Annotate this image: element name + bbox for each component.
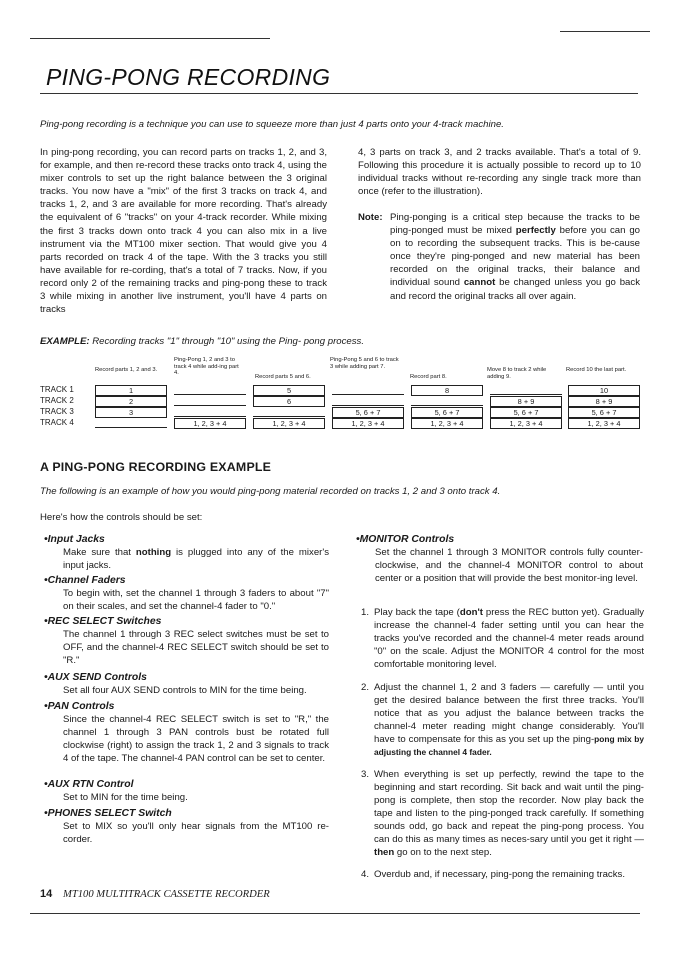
cell-c4-t2-line [332, 405, 404, 406]
cell-c7-t2: 8 + 9 [568, 396, 640, 407]
title-underline [40, 93, 638, 94]
diagram-header-6: Move 8 to track 2 while adding 9. [487, 367, 547, 380]
control-aux-send: •AUX SEND Controls Set all four AUX SEND controls to MIN for the time being. [44, 672, 307, 696]
section-title: A PING-PONG RECORDING EXAMPLE [40, 460, 272, 474]
cell-c5-t3: 5, 6 + 7 [411, 407, 483, 418]
page-footer [40, 888, 270, 900]
right-column [358, 146, 641, 208]
cell-c5-t4: 1, 2, 3 + 4 [411, 418, 483, 429]
intro-paragraph: In ping-pong recording, you can record parts on tracks 1, 2, and 3, for example, and then re-record these tracks onto track 4, using the mixer controls to set up the right balance between the 3 original tracks. You now have a "mix" of the first 3 tracks on track 4, and tracks 1, 2, and 3 are available for more recording. That's already the equivalent of 6 "tracks" on your 4-track recorder. While mixing the first 3 tracks down onto track 4 you can also mix in a live instrument via the MT100 mixer section. That would give you 4 parts recorded on track 4 of the tape. With the 3 tracks you still have available for re-cording, that's a total of 7 tracks. Now, if you record only 2 of the remaining tracks and ping-pong these to track 3 while mixing in another live instrument, you'll have 4 parts on tracks [40, 147, 327, 316]
step-1: 1. Play back the tape (don't press the REC button yet). Gradually increase the channel-4 fader setting until you can hear the tracks you've recorded and the channel-4 meter reads around "0" on the scale. Adjust the MONITOR 4 control for the most comfortable monitoring level. [361, 607, 644, 670]
right-paragraph: 4, 3 parts on track 3, and 2 tracks available. That's a total of 9. Following this procedure it is actually possible to record up to 10 individual tracks without re-recording any single track more than once (refer to the illustration). [358, 147, 641, 198]
cell-c5-t2-line [411, 405, 483, 406]
cell-c7-t3: 5, 6 + 7 [568, 407, 640, 418]
step-4: 4. Overdub and, if necessary, ping-pong the remaining tracks. [361, 869, 625, 880]
top-rule-right [560, 31, 650, 32]
step-2: 2. Adjust the channel 1, 2 and 3 faders — carefully — until you get the desired balance between the first three tracks. You'll notice that as you adjust the balance between tracks the channel-4 meter reading might change considerably. You'll have to compensate for this as you set up the ping-pong mix by adjusting the channel 4 fader. [361, 682, 644, 757]
track-label-2: TRACK 2 [40, 396, 74, 405]
track-label-1: TRACK 1 [40, 385, 74, 394]
cell-c7-t1: 10 [568, 385, 640, 396]
cell-c3-t1: 5 [253, 385, 325, 396]
diagram-header-2: Ping-Pong 1, 2 and 3 to track 4 while add-ing part 4. [174, 357, 239, 377]
control-pan: •PAN Controls Since the channel-4 REC SELECT switch is set to "R," the channel 1 through 3 PAN controls bust be rotated full clockwise (right) to assign the track 1, 2 and 3 signals to track 4 of the tape. The channel-4 PAN control can be set to center. [44, 701, 329, 764]
cell-c1-t2: 2 [95, 396, 167, 407]
control-aux-rtn: •AUX RTN Control Set to MIN for the time being. [44, 779, 188, 803]
cell-c7-t4: 1, 2, 3 + 4 [568, 418, 640, 429]
cell-c6-t3: 5, 6 + 7 [490, 407, 562, 418]
cell-c2-t3-line [174, 416, 246, 417]
bottom-rule [30, 913, 640, 914]
cell-c4-t3: 5, 6 + 7 [332, 407, 404, 418]
section-intro: The following is an example of how you would ping-pong material recorded on tracks 1, 2 and 3 onto track 4. [40, 486, 501, 497]
left-column [40, 146, 327, 326]
diagram-header-5: Record part 8. [410, 374, 447, 380]
controls-lead: Here's how the controls should be set: [40, 512, 203, 523]
cell-c3-t3-line [253, 416, 325, 417]
note-label: Note: [358, 212, 383, 223]
cell-c4-t1-line [332, 394, 404, 395]
ping-pong-diagram [40, 352, 640, 432]
control-input-jacks: •Input Jacks Make sure that nothing is plugged into any of the mixer's input jacks. [44, 534, 329, 571]
cell-c4-t4: 1, 2, 3 + 4 [332, 418, 404, 429]
cell-c1-t3: 3 [95, 407, 167, 418]
footer-title: MT100 MULTITRACK CASSETTE RECORDER [63, 889, 270, 900]
cell-c5-t1: 8 [411, 385, 483, 396]
diagram-header-7: Record 10 the last part. [566, 367, 627, 373]
cell-c2-t2-line [174, 405, 246, 406]
page-subtitle: Ping-pong recording is a technique you can use to squeeze more than just 4 parts onto your 4-track machine. [40, 119, 504, 130]
cell-c2-t1-line [174, 394, 246, 395]
cell-c2-t4: 1, 2, 3 + 4 [174, 418, 246, 429]
cell-c6-t4: 1, 2, 3 + 4 [490, 418, 562, 429]
control-channel-faders: •Channel Faders To begin with, set the channel 1 through 3 faders to about "7" on their scales, and set the channel-4 fader to "0." [44, 575, 329, 612]
control-phones-select: •PHONES SELECT Switch Set to MIX so you'll only hear signals from the MT100 re-corder. [44, 808, 329, 845]
note-text: Ping-ponging is a critical step because the tracks to be ping-ponged must be mixed perfectly before you can go on to recording the subsequent tracks. This is be-cause once they're ping-ponged and new material has been recorded on the original tracks, their balance and individual sound cannot be changed unless you go back and record the original tracks all over again. [390, 212, 640, 302]
diagram-header-4: Ping-Pong 5 and 6 to track 3 while adding part 7. [330, 357, 399, 370]
track-label-3: TRACK 3 [40, 407, 74, 416]
control-rec-select: •REC SELECT Switches The channel 1 through 3 REC select switches must be set to OFF, and the channel-4 REC SELECT switch should be set to "R." [44, 616, 329, 666]
cell-c6-t2: 8 + 9 [490, 396, 562, 407]
cell-c1-t4-line [95, 427, 167, 428]
page-title: PING-PONG RECORDING [46, 64, 331, 90]
diagram-header-3: Record parts 5 and 6. [255, 374, 311, 380]
cell-c6-t1-line [490, 394, 562, 395]
cell-c1-t1: 1 [95, 385, 167, 396]
track-label-4: TRACK 4 [40, 418, 74, 427]
cell-c3-t4: 1, 2, 3 + 4 [253, 418, 325, 429]
top-rule-left [30, 38, 270, 39]
note-block [358, 211, 641, 311]
step-3: 3. When everything is set up perfectly, rewind the tape to the beginning and start recording. Sit back and wait until the ping-pong is complete, then stop the recorder. Now play back the tape and listen to the ping-ponged track carefully. If something sounds odd, go back and repeat the ping-pong process. You can do this as many times as neces-sary until you get it right — then go on to the next step. [361, 769, 644, 858]
control-monitor: •MONITOR Controls Set the channel 1 through 3 MONITOR controls fully counter-clockwise, and the channel-4 MONITOR control to about center or a position that will provide the best monitor-ing level. [356, 534, 643, 584]
page-number: 14 [40, 888, 53, 900]
cell-c3-t2: 6 [253, 396, 325, 407]
example-caption: EXAMPLE: Recording tracks "1" through "10" using the Ping- pong process. [40, 336, 364, 347]
diagram-header-1: Record parts 1, 2 and 3. [95, 367, 158, 373]
